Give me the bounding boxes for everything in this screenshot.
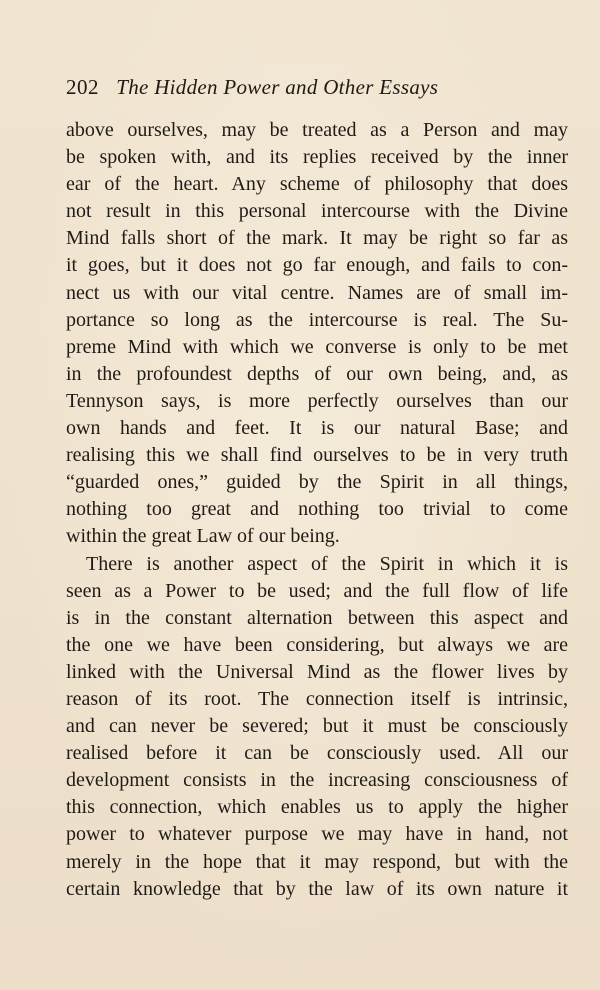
book-title: The Hidden Power and Other Essays — [116, 75, 439, 99]
text-line: reason of its root. The connection itself is intrinsic, — [66, 687, 568, 710]
text-line: within the great Law of our being. — [66, 525, 340, 548]
paragraph-2 — [66, 551, 568, 903]
text-line: realising this we shall find ourselves to be in very truth — [66, 444, 568, 467]
page-number: 202 — [66, 75, 99, 99]
text-line: own hands and feet. It is our natural Base; and — [66, 417, 568, 440]
text-line: portance so long as the intercourse is real. The Su- — [66, 308, 568, 331]
text-line: linked with the Universal Mind as the flower lives by — [66, 660, 568, 683]
text-line: There is another aspect of the Spirit in which it is — [86, 552, 568, 575]
paragraph-1 — [66, 117, 568, 551]
text-line: “guarded ones,” guided by the Spirit in all things, — [66, 471, 568, 494]
text-line: Tennyson says, is more perfectly ourselves than our — [66, 389, 568, 412]
text-line: realised before it can be consciously used. All our — [66, 742, 568, 765]
text-line: nothing too great and nothing too trivial to come — [66, 498, 568, 521]
text-line: and can never be severed; but it must be consciously — [66, 715, 568, 738]
text-line: be spoken with, and its replies received by the inner — [66, 146, 568, 169]
text-line: the one we have been considering, but always we are — [66, 633, 568, 656]
text-line: preme Mind with which we converse is only to be met — [66, 335, 568, 358]
text-line: development consists in the increasing consciousness of — [66, 769, 568, 792]
text-line: above ourselves, may be treated as a Person and may — [66, 119, 568, 141]
text-line: nect us with our vital centre. Names are of small im- — [66, 281, 568, 304]
text-line: ear of the heart. Any scheme of philosophy that does — [66, 173, 568, 196]
body-text — [66, 117, 568, 903]
text-line: merely in the hope that it may respond, but with the — [66, 850, 568, 873]
text-line: this connection, which enables us to apply the higher — [66, 796, 568, 819]
text-line: power to whatever purpose we may have in hand, not — [66, 823, 568, 846]
running-head — [66, 70, 536, 104]
text-line: in the profoundest depths of our own being, and, as — [66, 362, 568, 385]
text-line: it goes, but it does not go far enough, and fails to con- — [66, 254, 568, 277]
text-line: certain knowledge that by the law of its own nature it — [66, 877, 568, 900]
text-line: Mind falls short of the mark. It may be right so far as — [66, 227, 568, 250]
text-line: is in the constant alternation between this aspect and — [66, 606, 568, 629]
text-line: seen as a Power to be used; and the full flow of life — [66, 579, 568, 602]
text-line: not result in this personal intercourse with the Divine — [66, 200, 568, 223]
